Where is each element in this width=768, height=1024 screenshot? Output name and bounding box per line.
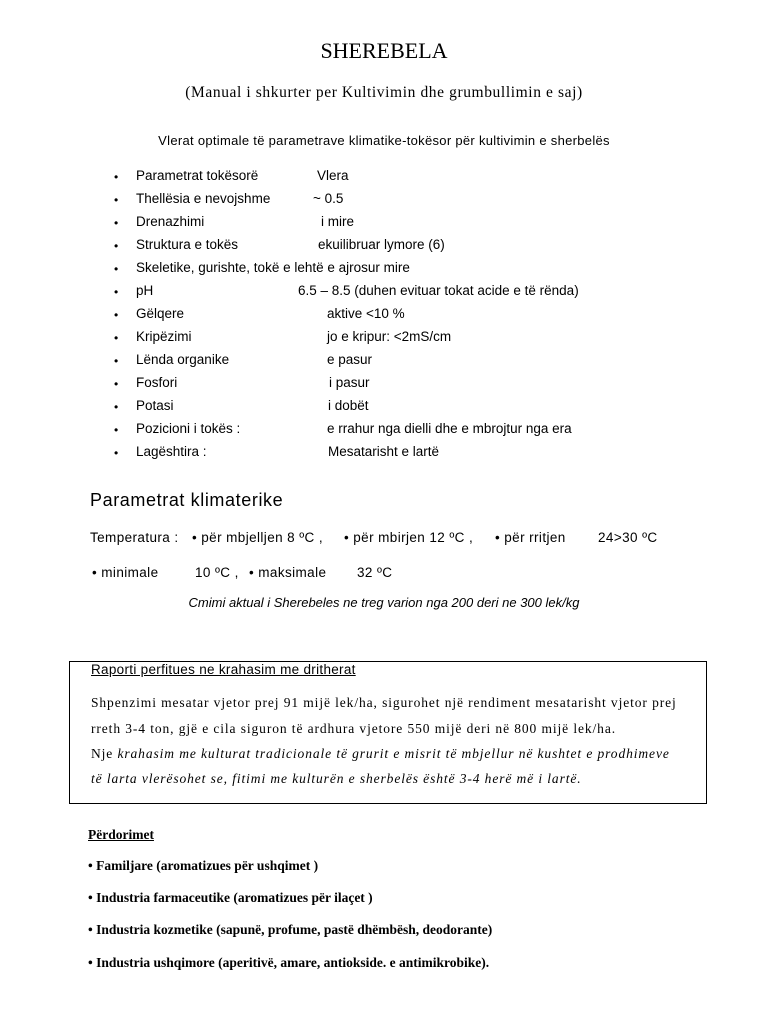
soil-parameter-value: e pasur xyxy=(327,352,373,367)
soil-parameter-value: ekuilibruar lymore (6) xyxy=(318,237,445,252)
bullet-icon: • xyxy=(114,446,119,460)
soil-parameter-name: Kripëzimi xyxy=(136,329,192,344)
soil-parameter-name: Lagështira : xyxy=(136,444,207,459)
uses-heading: Përdorimet xyxy=(88,827,154,842)
soil-parameter-name: Fosfori xyxy=(136,375,178,390)
bullet-icon: • xyxy=(114,239,119,253)
soil-parameter-value: i dobët xyxy=(328,398,369,413)
temperature-maksimale: • maksimale xyxy=(249,565,327,580)
profit-box-line-prefix: Nje xyxy=(91,746,114,761)
soil-parameters-heading: Vlerat optimale të parametrave klimatike-tokësor për kultivimin e sherbelës xyxy=(158,133,610,148)
bullet-icon: • xyxy=(114,423,119,437)
soil-parameter-value: aktive <10 % xyxy=(327,306,405,321)
bullet-icon: • xyxy=(114,354,119,368)
bullet-icon: • xyxy=(114,331,119,345)
soil-parameter-name: Drenazhimi xyxy=(136,214,205,229)
profit-box-line: të larta vlerësohet se, fitimi me kulturën e sherbelës është 3-4 herë më i lartë. xyxy=(91,771,582,786)
bullet-icon: • xyxy=(114,377,119,391)
bullet-icon: • xyxy=(114,262,119,276)
document-title: SHEREBELA xyxy=(320,38,448,63)
uses-item: • Industria ushqimore (aperitivë, amare, antiokside. e antimikrobike). xyxy=(88,955,490,970)
temperature-maksimale-value: 32 ºC xyxy=(357,565,393,580)
soil-parameter-value: Vlera xyxy=(317,168,349,183)
profit-box-line xyxy=(91,746,670,762)
uses-item: • Familjare (aromatizues për ushqimet ) xyxy=(88,858,319,873)
soil-parameter-name: Gëlqere xyxy=(136,306,185,321)
soil-parameter-name: Parametrat tokësorë xyxy=(136,168,259,183)
bullet-icon: • xyxy=(114,170,119,184)
temperature-mbirje: • për mbirjen 12 ºC , xyxy=(344,530,474,545)
temperature-rritje: • për rritjen xyxy=(495,530,566,545)
profit-box-line: rreth 3-4 ton, gjë e cila siguron të ardhura vjetore 550 mijë deri në 800 mijë lek/ha. xyxy=(91,721,617,736)
price-note: Cmimi aktual i Sherebeles ne treg varion nga 200 deri ne 300 lek/kg xyxy=(188,595,580,610)
soil-parameter-value: ~ 0.5 xyxy=(313,191,344,206)
bullet-icon: • xyxy=(114,308,119,322)
profit-box-title: Raporti perfitues ne krahasim me dritherat xyxy=(91,662,356,677)
soil-parameter-value: 6.5 – 8.5 (duhen evituar tokat acide e të rënda) xyxy=(298,283,579,298)
bullet-icon: • xyxy=(114,285,119,299)
temperature-minimale-value: 10 ºC , xyxy=(195,565,239,580)
temperature-minimale: • minimale xyxy=(92,565,159,580)
soil-parameter-value: i mire xyxy=(321,214,354,229)
profit-box-line: Shpenzimi mesatar vjetor prej 91 mijë lek/ha, sigurohet një rendiment mesatarisht vjetor prej xyxy=(91,695,677,710)
bullet-icon: • xyxy=(114,216,119,230)
soil-parameter-name: Lënda organike xyxy=(136,352,230,367)
soil-parameter-name: Pozicioni i tokës : xyxy=(136,421,241,436)
temperature-rritje-value: 24>30 ºC xyxy=(598,530,658,545)
soil-parameter-name: Thellësia e nevojshme xyxy=(136,191,271,206)
uses-item: • Industria kozmetike (sapunë, profume, pastë dhëmbësh, deodorante) xyxy=(88,922,493,937)
soil-parameter-name: pH xyxy=(136,283,154,298)
soil-parameter-name: Potasi xyxy=(136,398,174,413)
soil-parameter-name: Struktura e tokës xyxy=(136,237,239,252)
soil-parameter-value: jo e kripur: <2mS/cm xyxy=(327,329,452,344)
soil-parameter-name: Skeletike, gurishte, tokë e lehtë e ajrosur mire xyxy=(136,260,410,275)
soil-parameter-value: Mesatarisht e lartë xyxy=(328,444,440,459)
soil-parameter-value: e rrahur nga dielli dhe e mbrojtur nga era xyxy=(327,421,572,436)
bullet-icon: • xyxy=(114,400,119,414)
temperature-label: Temperatura : xyxy=(90,530,179,545)
document-subtitle: (Manual i shkurter per Kultivimin dhe grumbullimin e saj) xyxy=(185,84,583,101)
bullet-icon: • xyxy=(114,193,119,207)
profit-box-line-italic: krahasim me kulturat tradicionale të grurit e misrit të mbjellur në kushtet e prodhimeve xyxy=(117,746,670,761)
temperature-mbjellje: • për mbjelljen 8 ºC , xyxy=(192,530,324,545)
uses-item: • Industria farmaceutike (aromatizues për ilaçet ) xyxy=(88,890,373,905)
climate-heading: Parametrat klimaterike xyxy=(90,490,284,510)
soil-parameter-value: i pasur xyxy=(329,375,370,390)
